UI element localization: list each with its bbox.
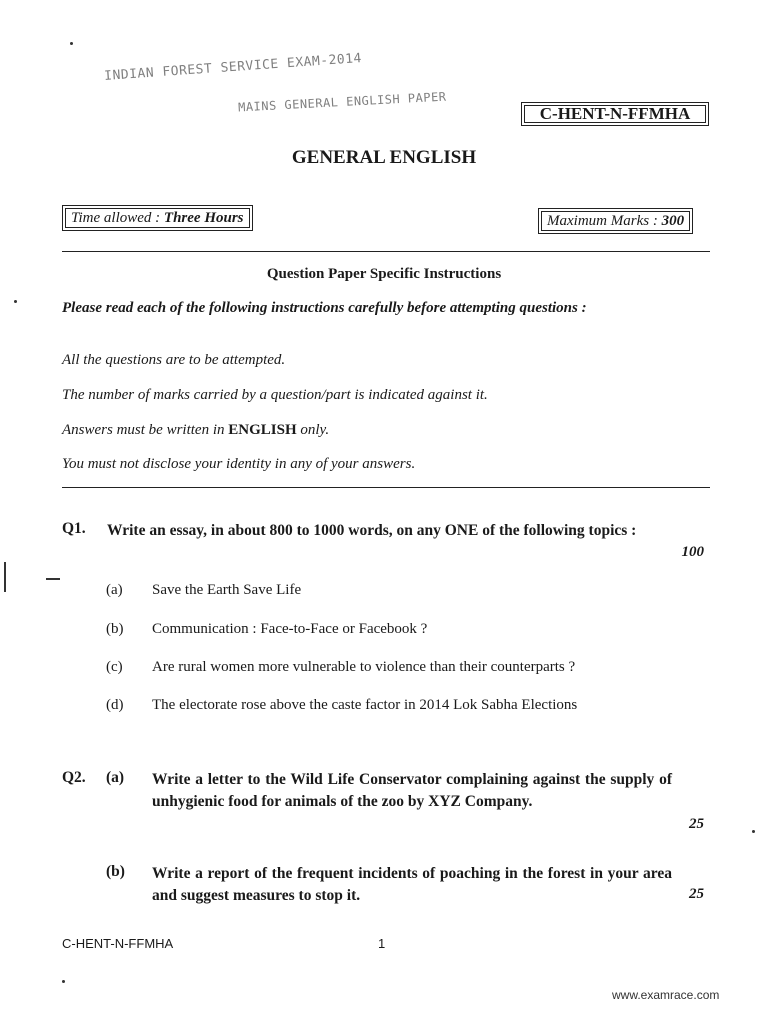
marks-label: Maximum Marks : xyxy=(547,213,658,229)
instruction-text: only. xyxy=(296,422,330,438)
instruction-emphasis: ENGLISH xyxy=(228,422,297,438)
scan-speck xyxy=(14,300,17,303)
question-marks: 100 xyxy=(681,544,704,560)
paper-title: GENERAL ENGLISH xyxy=(291,147,477,168)
option-letter: (a) xyxy=(106,582,123,598)
footer-paper-code: C-HENT-N-FFMHA xyxy=(62,936,174,951)
instruction-text: You must not disclose your identity in any of your answers. xyxy=(62,456,416,472)
scan-mark xyxy=(4,562,6,592)
maximum-marks-box xyxy=(538,208,693,234)
part-text: Write a report of the frequent incidents of poaching in the forest in your area and suggest measures to stop it. xyxy=(152,865,672,904)
instruction-item xyxy=(62,387,488,404)
option-letter: (c) xyxy=(106,659,123,675)
instruction-text: All the questions are to be attempted. xyxy=(62,352,286,368)
instruction-item xyxy=(62,456,415,473)
question-text: Write an essay, in about 800 to 1000 words, on any ONE of the following topics : xyxy=(107,522,637,539)
scan-mark xyxy=(46,578,60,580)
divider-bottom xyxy=(62,487,710,488)
scan-speck xyxy=(62,980,65,983)
exam-stamp-line2: MAINS GENERAL ENGLISH PAPER xyxy=(237,89,447,115)
instruction-item xyxy=(62,422,329,439)
option-text: Are rural women more vulnerable to violence than their counterparts ? xyxy=(152,659,576,675)
instruction-text: Answers must be written in xyxy=(62,422,229,438)
part-marks: 25 xyxy=(689,816,704,832)
part-letter: (b) xyxy=(106,863,125,880)
instruction-text: The number of marks carried by a question/part is indicated against it. xyxy=(62,387,488,403)
part-text: Write a letter to the Wild Life Conservator complaining against the supply of unhygienic food for animals of the zoo by XYZ Company. xyxy=(152,771,672,810)
question-number: Q2. xyxy=(62,769,86,786)
part-letter: (a) xyxy=(106,769,125,786)
option-text: Save the Earth Save Life xyxy=(152,582,302,598)
question-number: Q1. xyxy=(62,520,86,537)
option-letter: (b) xyxy=(106,621,124,637)
time-allowed-box xyxy=(62,205,253,231)
instructions-lead: Please read each of the following instructions carefully before attempting questions : xyxy=(62,300,587,316)
website-watermark: www.examrace.com xyxy=(612,988,720,1002)
page-number: 1 xyxy=(378,936,386,951)
scan-speck xyxy=(70,42,73,45)
option-text: The electorate rose above the caste factor in 2014 Lok Sabha Elections xyxy=(152,697,578,713)
time-value: Three Hours xyxy=(163,210,244,226)
part-marks: 25 xyxy=(689,886,704,902)
time-label: Time allowed : xyxy=(71,210,161,226)
instructions-heading: Question Paper Specific Instructions xyxy=(266,266,502,282)
divider-top xyxy=(62,251,710,252)
exam-stamp-line1: INDIAN FOREST SERVICE EXAM-2014 xyxy=(103,51,363,84)
option-letter: (d) xyxy=(106,697,124,713)
paper-code-box: C-HENT-N-FFMHA xyxy=(521,102,709,126)
instruction-item xyxy=(62,352,285,369)
marks-value: 300 xyxy=(661,213,685,229)
scan-speck xyxy=(752,830,755,833)
option-text: Communication : Face-to-Face or Facebook ? xyxy=(152,621,428,637)
